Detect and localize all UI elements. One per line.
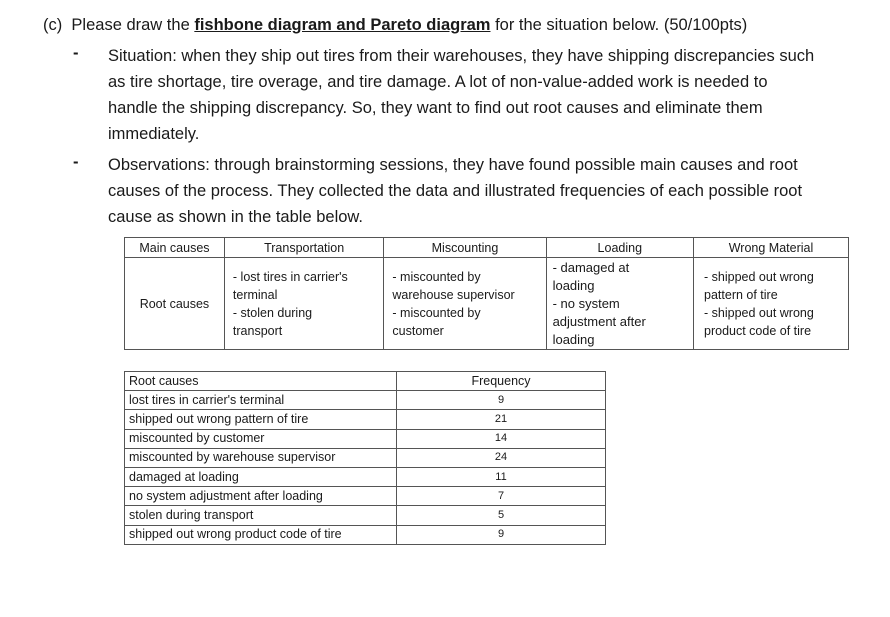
cause-line: - shipped out wrong — [704, 269, 814, 284]
root-cause-cell: damaged at loading — [125, 467, 397, 486]
table-row — [125, 506, 606, 525]
question-text-before: Please draw the — [71, 16, 195, 34]
cause-line: pattern of tire — [704, 287, 778, 302]
question-heading — [43, 14, 747, 36]
causes-table — [124, 237, 849, 350]
frequency-cell: 14 — [397, 429, 606, 448]
observations-paragraph — [108, 152, 868, 230]
cause-line: warehouse supervisor — [392, 287, 515, 302]
causes-table-row — [125, 258, 849, 350]
table-row — [125, 410, 606, 429]
cause-line: customer — [392, 323, 444, 338]
cause-line: - lost tires in carrier's — [232, 269, 348, 284]
cause-line: - shipped out wrong — [704, 305, 814, 320]
root-cause-cell: miscounted by customer — [125, 429, 397, 448]
frequency-cell: 5 — [397, 506, 606, 525]
cause-line: transport — [232, 323, 283, 338]
header-wrong-material: Wrong Material — [694, 238, 849, 258]
question-text-after: for the situation below. (50/100pts) — [490, 16, 748, 34]
row-label-root-causes: Root causes — [125, 258, 225, 350]
observations-line: causes of the process. They collected the data and illustrated frequencies of each possible root — [108, 182, 803, 200]
cause-line: loading — [552, 277, 595, 293]
cause-line: loading — [552, 331, 595, 347]
table-row — [125, 448, 606, 467]
situation-line: as tire shortage, tire overage, and tire damage. A lot of non-value-added work is needed to — [108, 73, 768, 91]
question-prefix: (c) — [43, 16, 63, 34]
frequency-table-header — [125, 372, 606, 391]
bullet-dash-observations: - — [73, 153, 79, 171]
cause-line: product code of tire — [704, 323, 812, 338]
frequency-cell: 9 — [397, 391, 606, 410]
cause-line: - miscounted by — [392, 269, 481, 284]
header-miscounting: Miscounting — [384, 238, 546, 258]
observations-line: Observations: through brainstorming sessions, they have found possible main causes and root — [108, 156, 798, 174]
header-loading: Loading — [546, 238, 693, 258]
observations-line: cause as shown in the table below. — [108, 208, 364, 226]
cause-line: terminal — [232, 287, 278, 302]
table-row — [125, 525, 606, 544]
frequency-cell: 11 — [397, 467, 606, 486]
transportation-root-causes — [224, 258, 384, 350]
miscounting-root-causes — [384, 258, 546, 350]
root-cause-cell: lost tires in carrier's terminal — [125, 391, 397, 410]
question-bold-text: fishbone diagram and Pareto diagram — [194, 16, 491, 34]
header-transportation: Transportation — [224, 238, 384, 258]
root-cause-cell: miscounted by warehouse supervisor — [125, 448, 397, 467]
frequency-cell: 7 — [397, 487, 606, 506]
table-row — [125, 429, 606, 448]
causes-table-header — [125, 238, 849, 258]
table-row — [125, 467, 606, 486]
root-cause-cell: shipped out wrong product code of tire — [125, 525, 397, 544]
cause-line: - damaged at — [552, 259, 630, 275]
root-cause-cell: no system adjustment after loading — [125, 487, 397, 506]
header-main-causes: Main causes — [125, 238, 225, 258]
table-row — [125, 487, 606, 506]
situation-line: immediately. — [108, 125, 200, 143]
frequency-cell: 21 — [397, 410, 606, 429]
header-root-causes: Root causes — [125, 372, 397, 391]
bullet-dash-situation: - — [73, 44, 79, 62]
cause-line: - no system — [552, 295, 620, 311]
table-row — [125, 391, 606, 410]
cause-line: - miscounted by — [392, 305, 481, 320]
cause-line: adjustment after — [552, 313, 646, 329]
cause-line: - stolen during — [232, 305, 313, 320]
wrong-material-root-causes — [694, 258, 849, 350]
header-frequency: Frequency — [397, 372, 606, 391]
situation-line: handle the shipping discrepancy. So, they want to find out root causes and eliminate them — [108, 99, 763, 117]
root-cause-cell: shipped out wrong pattern of tire — [125, 410, 397, 429]
loading-root-causes — [546, 258, 693, 350]
root-cause-cell: stolen during transport — [125, 506, 397, 525]
frequency-table — [124, 371, 606, 545]
frequency-cell: 24 — [397, 448, 606, 467]
frequency-cell: 9 — [397, 525, 606, 544]
situation-paragraph — [108, 43, 868, 147]
situation-line: Situation: when they ship out tires from their warehouses, they have shipping discrepancies such — [108, 47, 815, 65]
